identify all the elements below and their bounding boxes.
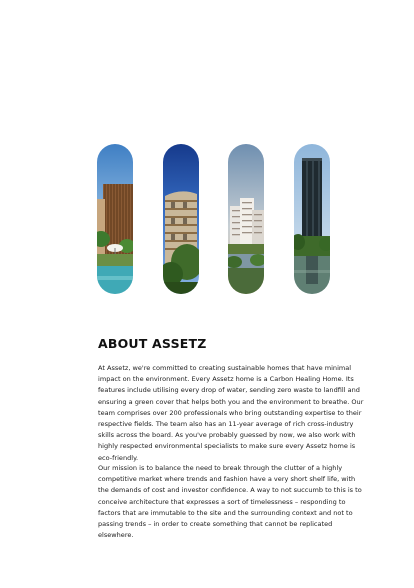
timber-tower-illustration bbox=[97, 144, 133, 294]
building-photo-1 bbox=[97, 144, 133, 294]
about-paragraph-2: Our mission is to balance the need to break through the clutter of a highly competitive market where trends and fashion have a very short shelf life, with the demands of cost and investor confidence. A way to not succumb to this is to conceive architecture that expresses a sort of timelessness – responding to factors that are immutable to the site and the surrounding context and not to passing trends – in order to create something that cannot be replicated elsewhere. bbox=[98, 464, 362, 540]
building-photo-2 bbox=[163, 144, 199, 294]
apartment-blocks-illustration bbox=[228, 144, 264, 294]
glass-skyscraper-illustration bbox=[294, 144, 330, 294]
image-strip bbox=[97, 144, 330, 294]
building-photo-3 bbox=[228, 144, 264, 294]
section-heading: ABOUT ASSETZ bbox=[98, 336, 207, 351]
balcony-tower-illustration bbox=[163, 144, 199, 294]
building-photo-4 bbox=[294, 144, 330, 294]
about-paragraph-1: At Assetz, we're committed to creating sustainable homes that have minimal impact on the environment. Every Assetz home is a Carbon Healing Home. Its features include utilising every drop of water, sending zero waste to landfill and ensuring a green cover that helps both you and the environment to breathe. Our team comprises over 200 professionals who bring outstanding expertise to their respective fields. The team also has an 11-year average of rich cross-industry skills across the board. As you've probably guessed by now, we also work with highly respected environmental specialists to make sure every Assetz home is eco-friendly. bbox=[98, 364, 364, 462]
